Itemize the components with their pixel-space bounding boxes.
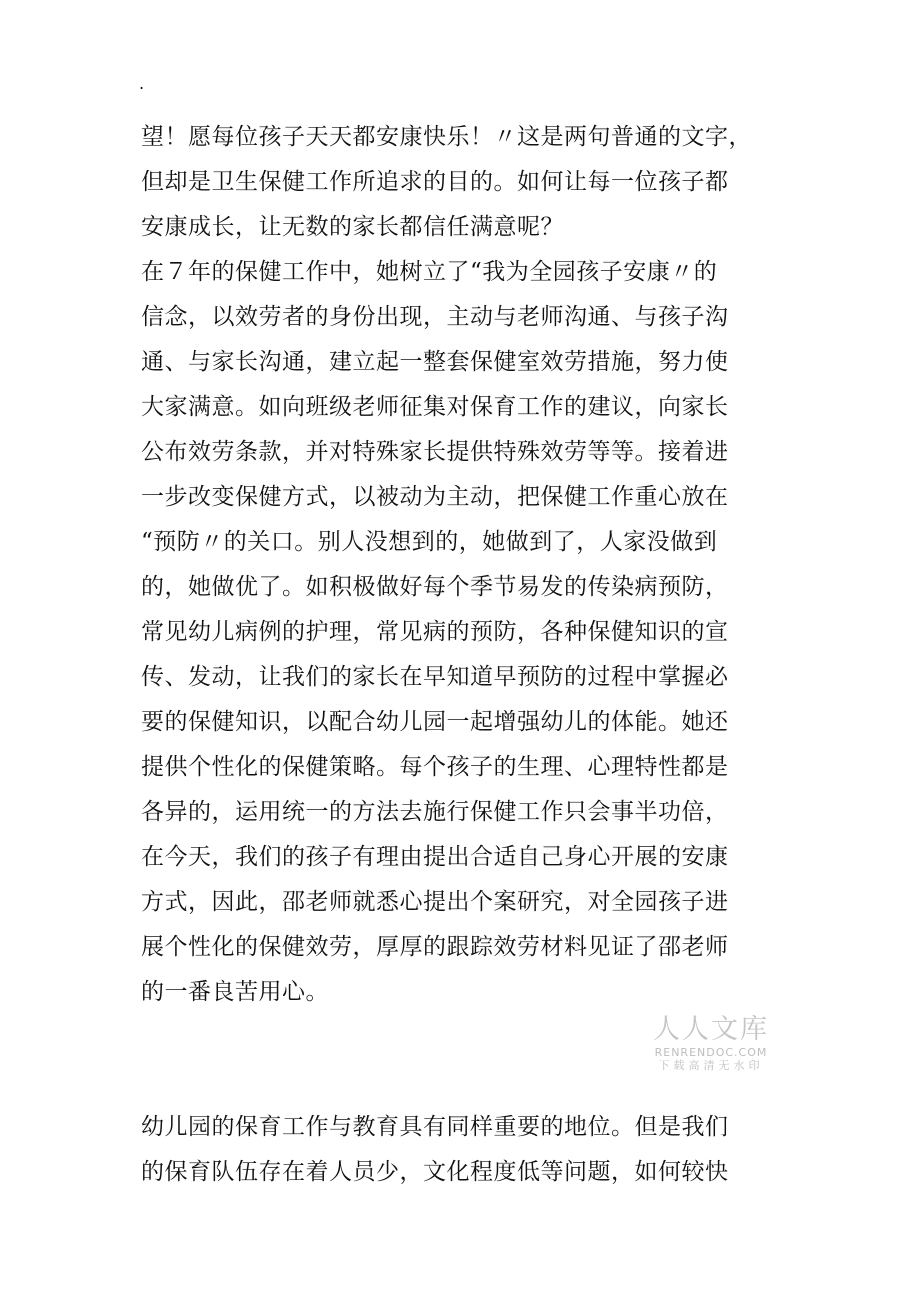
text-line: 信念，以效劳者的身份出现，主动与老师沟通、与孩子沟 (141, 304, 729, 330)
text-line: 在今天，我们的孩子有理由提出合适自己身心开展的安康 (141, 844, 729, 870)
text-line: 展个性化的保健效劳，厚厚的跟踪效劳材料见证了邵老师 (141, 934, 729, 960)
paragraph-2 (141, 250, 781, 1105)
watermark-subtitle: 下载高清无水印 (658, 1059, 764, 1072)
text-line: 常见幼儿病例的护理，常见病的预防，各种保健知识的宣 (141, 619, 729, 645)
paragraph-3 (141, 1105, 781, 1195)
text-line: 安康成长，让无数的家长都信任满意呢？ (141, 214, 564, 240)
text-line: 要的保健知识，以配合幼儿园一起增强幼儿的体能。她还 (141, 709, 729, 735)
text-line: 的，她做优了。如积极做好每个季节易发的传染病预防， (141, 574, 729, 600)
text-line: 幼儿园的保育工作与教育具有同样重要的地位。但是我们 (141, 1114, 729, 1140)
text-line: 通、与家长沟通，建立起一整套保健室效劳措施，努力使 (141, 349, 729, 375)
text-line: 方式，因此，邵老师就悉心提出个案研究，对全园孩子进 (141, 889, 729, 915)
text-line: 各异的，运用统一的方法去施行保健工作只会事半功倍， (141, 799, 729, 825)
text-line: 一步改变保健方式，以被动为主动，把保健工作重心放在 (141, 484, 729, 510)
text-line: 公布效劳条款，并对特殊家长提供特殊效劳等等。接着进 (141, 439, 729, 465)
header-dot: . (139, 74, 145, 93)
text-line: “预防〃的关口。别人没想到的，她做到了，人家没做到 (141, 529, 718, 555)
watermark-title: 人人文库 (653, 1014, 769, 1045)
watermark-domain: RENRENDOC.COM (654, 1046, 768, 1059)
text-line: 但却是卫生保健工作所追求的目的。如何让每一位孩子都 (141, 169, 729, 195)
text-line: 传、发动，让我们的家长在早知道早预防的过程中掌握必 (141, 664, 729, 690)
text-line: 在７年的保健工作中，她树立了“我为全园孩子安康〃的 (141, 259, 718, 285)
renrendoc-watermark (648, 1014, 774, 1073)
text-line: 提供个性化的保健策略。每个孩子的生理、心理特性都是 (141, 754, 729, 780)
text-line: 大家满意。如向班级老师征集对保育工作的建议，向家长 (141, 394, 729, 420)
text-line: 的保育队伍存在着人员少，文化程度低等问题，如何较快 (141, 1159, 729, 1185)
text-line: 的一番良苦用心。 (141, 979, 329, 1005)
text-line: 望！愿每位孩子天天都安康快乐！〃这是两句普通的文字， (141, 124, 752, 150)
paragraph-1 (141, 115, 781, 250)
